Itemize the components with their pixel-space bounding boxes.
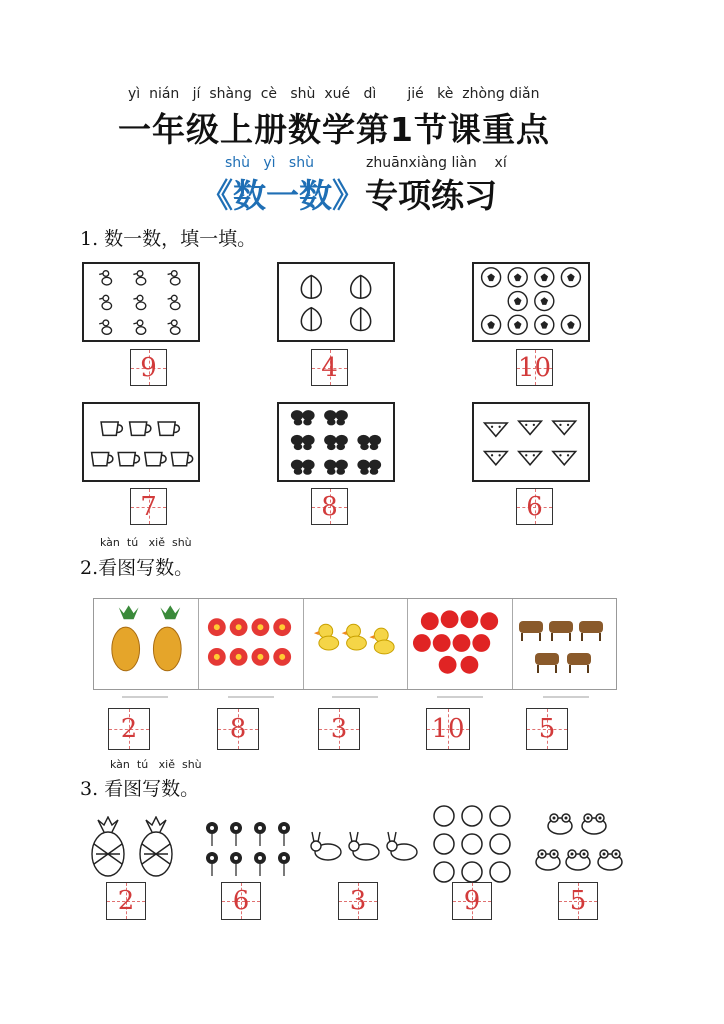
answer-value: 8: [321, 491, 338, 522]
peach-picture-box: [277, 262, 395, 342]
answer-value: 2: [120, 714, 138, 744]
answer-box-cups[interactable]: [130, 488, 167, 525]
answer-value: 4: [321, 352, 338, 383]
answer-value: 10: [431, 714, 465, 744]
answer-box-butterflies[interactable]: [311, 488, 348, 525]
strip-underline: [122, 696, 168, 698]
answer-value: 10: [517, 352, 552, 383]
answer-box-tomatoes[interactable]: [426, 708, 470, 750]
duckling-cell: [304, 599, 408, 689]
pineapple-cell: [94, 599, 199, 689]
duck-picture-box: [82, 262, 200, 342]
answer-value: 9: [463, 886, 481, 916]
title-pinyin: yì nián jí shàng cè shù xué dì jié kè zhòng diǎn: [128, 86, 540, 102]
duck-icon: [84, 264, 198, 340]
cow-icon: [513, 599, 618, 689]
subtitle-rest: 专项练习: [365, 176, 497, 215]
answer-box-cows[interactable]: [526, 708, 568, 750]
cow-cell: [513, 599, 618, 689]
flower-icon: [199, 599, 303, 689]
strip-underline: [228, 696, 274, 698]
peach-icon: [279, 264, 393, 340]
answer-value: 7: [140, 491, 157, 522]
answer-value: 6: [232, 886, 250, 916]
pineapple-outline-icon: [82, 816, 180, 878]
section2-pinyin: kàn tú xiě shù: [100, 536, 192, 549]
subtitle-pinyin-rest: zhuānxiàng liàn xí: [366, 155, 507, 171]
answer-value: 5: [569, 886, 587, 916]
butterfly-picture-box: [277, 402, 395, 482]
answer-value: 6: [526, 491, 543, 522]
frog-icon: [530, 808, 630, 882]
soccer-ball-icon: [474, 264, 588, 340]
subtitle-pinyin-topic: shù yì shù: [225, 155, 314, 171]
answer-box-peaches[interactable]: [311, 349, 348, 386]
answer-box-soccer-balls[interactable]: [516, 349, 553, 386]
butterfly-icon: [279, 404, 393, 480]
duckling-icon: [304, 599, 407, 689]
tomato-icon: [408, 599, 512, 689]
cup-icon: [84, 404, 198, 480]
strip-underline: [332, 696, 378, 698]
subtitle-topic: 《数一数》: [200, 176, 365, 215]
answer-box-apples[interactable]: [452, 882, 492, 920]
answer-value: 2: [117, 886, 135, 916]
strip-underline: [543, 696, 589, 698]
flower-cell: [199, 599, 304, 689]
page-title: 一年级上册数学第1节课重点: [118, 110, 550, 149]
answer-value: 9: [140, 352, 157, 383]
section3-heading: 3. 看图写数。: [80, 778, 200, 800]
answer-box-ducks[interactable]: [130, 349, 167, 386]
answer-value: 3: [349, 886, 367, 916]
tomato-cell: [408, 599, 513, 689]
section2-heading: 2.看图写数。: [80, 557, 194, 579]
answer-box-rabbits[interactable]: [338, 882, 378, 920]
strip-underline: [437, 696, 483, 698]
answer-box-flowers-outline[interactable]: [221, 882, 261, 920]
answer-value: 8: [229, 714, 247, 744]
flower-outline-icon: [198, 814, 296, 878]
watermelon-picture-box: [472, 402, 590, 482]
watermelon-slice-icon: [474, 404, 588, 480]
answer-box-flowers[interactable]: [217, 708, 259, 750]
cup-picture-box: [82, 402, 200, 482]
rabbit-icon: [306, 828, 424, 868]
answer-box-frogs[interactable]: [558, 882, 598, 920]
answer-value: 3: [330, 714, 348, 744]
section3-pinyin: kàn tú xiě shù: [110, 758, 202, 771]
page-subtitle: [200, 170, 497, 217]
answer-box-ducklings[interactable]: [318, 708, 360, 750]
section2-picture-strip: [93, 598, 617, 690]
answer-box-watermelons[interactable]: [516, 488, 553, 525]
answer-box-pineapples-outline[interactable]: [106, 882, 146, 920]
answer-value: 5: [538, 714, 556, 744]
apple-outline-icon: [428, 804, 518, 884]
soccer-ball-picture-box: [472, 262, 590, 342]
answer-box-pineapples[interactable]: [108, 708, 150, 750]
section1-heading: 1. 数一数，填一填。: [80, 228, 257, 250]
pineapple-icon: [94, 599, 198, 689]
